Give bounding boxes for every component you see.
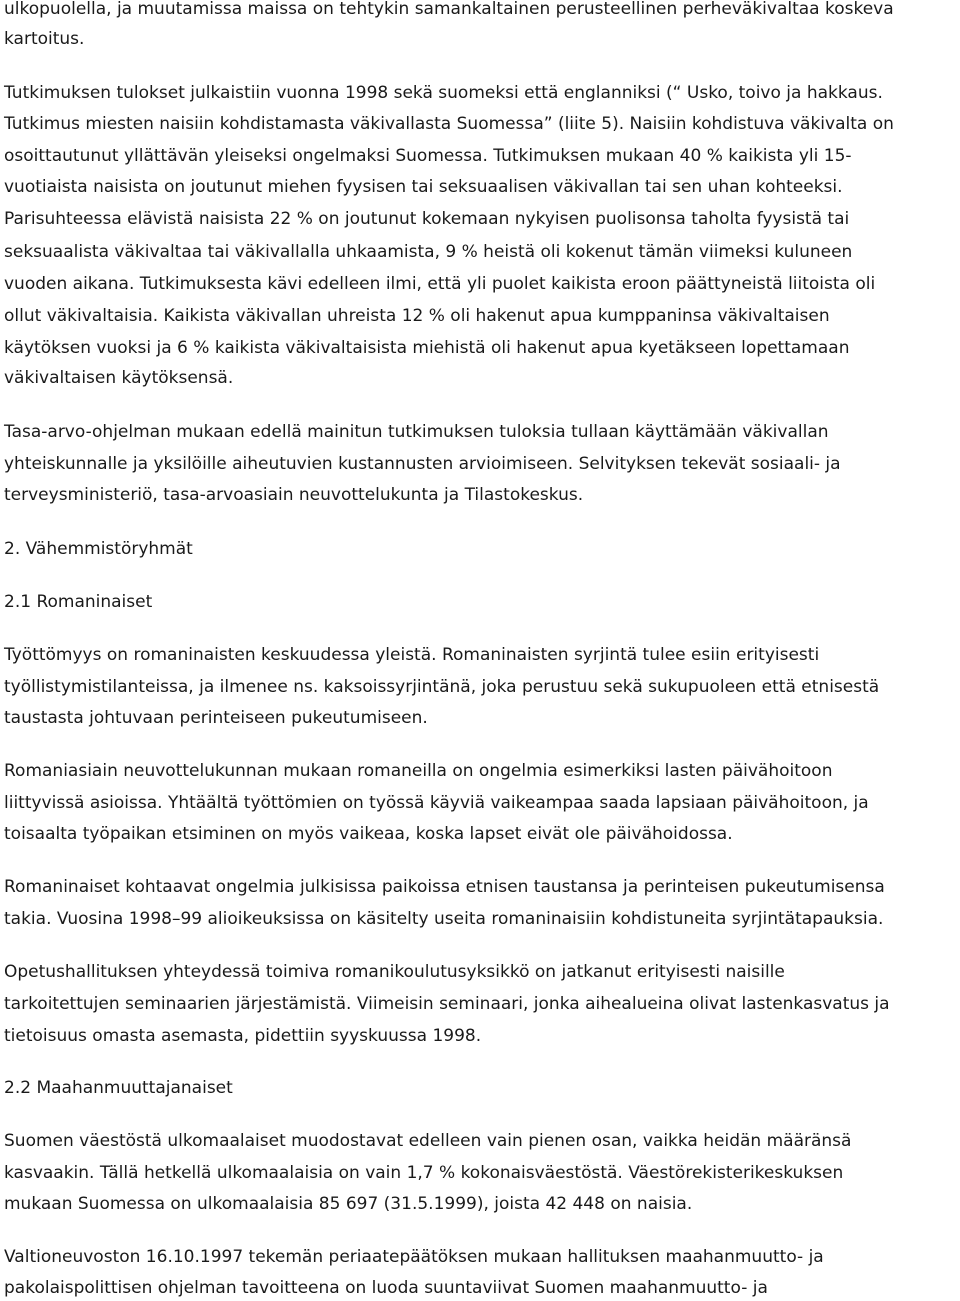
text-line: Romaninaiset kohtaavat ongelmia julkisissa paikoissa etnisen taustansa ja perinteisen pukeutumisensa bbox=[4, 877, 885, 897]
text-line: Tutkimuksen tulokset julkaistiin vuonna 1998 sekä suomeksi että englanniksi (“ Usko, toivo ja hakkaus. bbox=[4, 83, 883, 103]
text-line: mukaan Suomessa on ulkomaalaisia 85 697 (31.5.1999), joista 42 448 on naisia. bbox=[4, 1194, 693, 1214]
text-line: Parisuhteessa elävistä naisista 22 % on joutunut kokemaan nykyisen puolisonsa taholta fyysistä tai bbox=[4, 209, 850, 229]
text-line: vuotiaista naisista on joutunut miehen fyysisen tai seksuaalisen väkivallan tai sen uhan kohteeksi. bbox=[4, 177, 843, 197]
text-line: osoittautunut yllättävän yleiseksi ongelmaksi Suomessa. Tutkimuksen mukaan 40 % kaikista yli 15- bbox=[4, 146, 852, 166]
text-line: Työttömyys on romaninaisten keskuudessa yleistä. Romaninaisten syrjintä tulee esiin erityisesti bbox=[4, 645, 820, 665]
text-line: terveysministeriö, tasa-arvoasiain neuvottelukunta ja Tilastokeskus. bbox=[4, 485, 584, 505]
subsection-heading: 2.2 Maahanmuuttajanaiset bbox=[4, 1078, 233, 1098]
text-line: vuoden aikana. Tutkimuksesta kävi edelleen ilmi, että yli puolet kaikista eroon päättyneistä liitoista oli bbox=[4, 274, 876, 294]
text-line: pakolaispolittisen ohjelman tavoitteena on luoda suuntaviivat Suomen maahanmuutto- ja bbox=[4, 1278, 768, 1298]
text-line: väkivaltaisen käytöksensä. bbox=[4, 368, 234, 388]
subsection-heading: 2.1 Romaninaiset bbox=[4, 592, 153, 612]
text-line: taustasta johtuvaan perinteiseen pukeutumiseen. bbox=[4, 708, 428, 728]
text-line: ollut väkivaltaisia. Kaikista väkivallan uhreista 12 % oli hakenut apua kumppaninsa väkivaltaisen bbox=[4, 306, 830, 326]
text-line: Tasa-arvo-ohjelman mukaan edellä mainitun tutkimuksen tuloksia tullaan käyttämään väkivallan bbox=[4, 422, 829, 442]
text-line: takia. Vuosina 1998–99 alioikeuksissa on käsitelty useita romaninaisiin kohdistuneita syrjintätapauksia. bbox=[4, 909, 884, 929]
text-line: tietoisuus omasta asemasta, pidettiin syyskuussa 1998. bbox=[4, 1026, 482, 1046]
text-line: Tutkimus miesten naisiin kohdistamasta väkivallasta Suomessa” (liite 5). Naisiin kohdistuva väkivalta on bbox=[4, 114, 894, 134]
text-line: kasvaakin. Tällä hetkellä ulkomaalaisia on vain 1,7 % kokonaisväestöstä. Väestörekisterikeskuksen bbox=[4, 1163, 844, 1183]
text-line: Opetushallituksen yhteydessä toimiva romanikoulutusyksikkö on jatkanut erityisesti naisille bbox=[4, 962, 785, 982]
text-line: ulkopuolella, ja muutamissa maissa on tehtykin samankaltainen perusteellinen perheväkivaltaa koskeva bbox=[4, 0, 894, 19]
text-line: käytöksen vuoksi ja 6 % kaikista väkivaltaisista miehistä oli hakenut apua kyetäkseen lopettamaan bbox=[4, 338, 850, 358]
text-line: seksuaalista väkivaltaa tai väkivallalla uhkaamista, 9 % heistä oli kokenut tämän viimeksi kuluneen bbox=[4, 242, 853, 262]
text-line: Valtioneuvoston 16.10.1997 tekemän periaatepäätöksen mukaan hallituksen maahanmuutto- ja bbox=[4, 1247, 824, 1267]
text-line: Romaniasiain neuvottelukunnan mukaan romaneilla on ongelmia esimerkiksi lasten päivähoitoon bbox=[4, 761, 833, 781]
text-line: Suomen väestöstä ulkomaalaiset muodostavat edelleen vain pienen osan, vaikka heidän määränsä bbox=[4, 1131, 852, 1151]
text-line: toisaalta työpaikan etsiminen on myös vaikeaa, koska lapset eivät ole päivähoidossa. bbox=[4, 824, 733, 844]
section-heading: 2. Vähemmistöryhmät bbox=[4, 539, 193, 559]
text-line: tarkoitettujen seminaarien järjestämistä. Viimeisin seminaari, jonka aihealueina olivat lastenkasvatus ja bbox=[4, 994, 890, 1014]
text-line: liittyvissä asioissa. Yhtäältä työttömien on työssä käyviä vaikeampaa saada lapsiaan päivähoitoon, ja bbox=[4, 793, 869, 813]
text-line: kartoitus. bbox=[4, 29, 85, 49]
text-line: työllistymistilanteissa, ja ilmenee ns. kaksoissyrjintänä, joka perustuu sekä sukupuoleen että etnisestä bbox=[4, 677, 880, 697]
text-line: yhteiskunnalle ja yksilöille aiheutuvien kustannusten arvioimiseen. Selvityksen tekevät sosiaali- ja bbox=[4, 454, 841, 474]
